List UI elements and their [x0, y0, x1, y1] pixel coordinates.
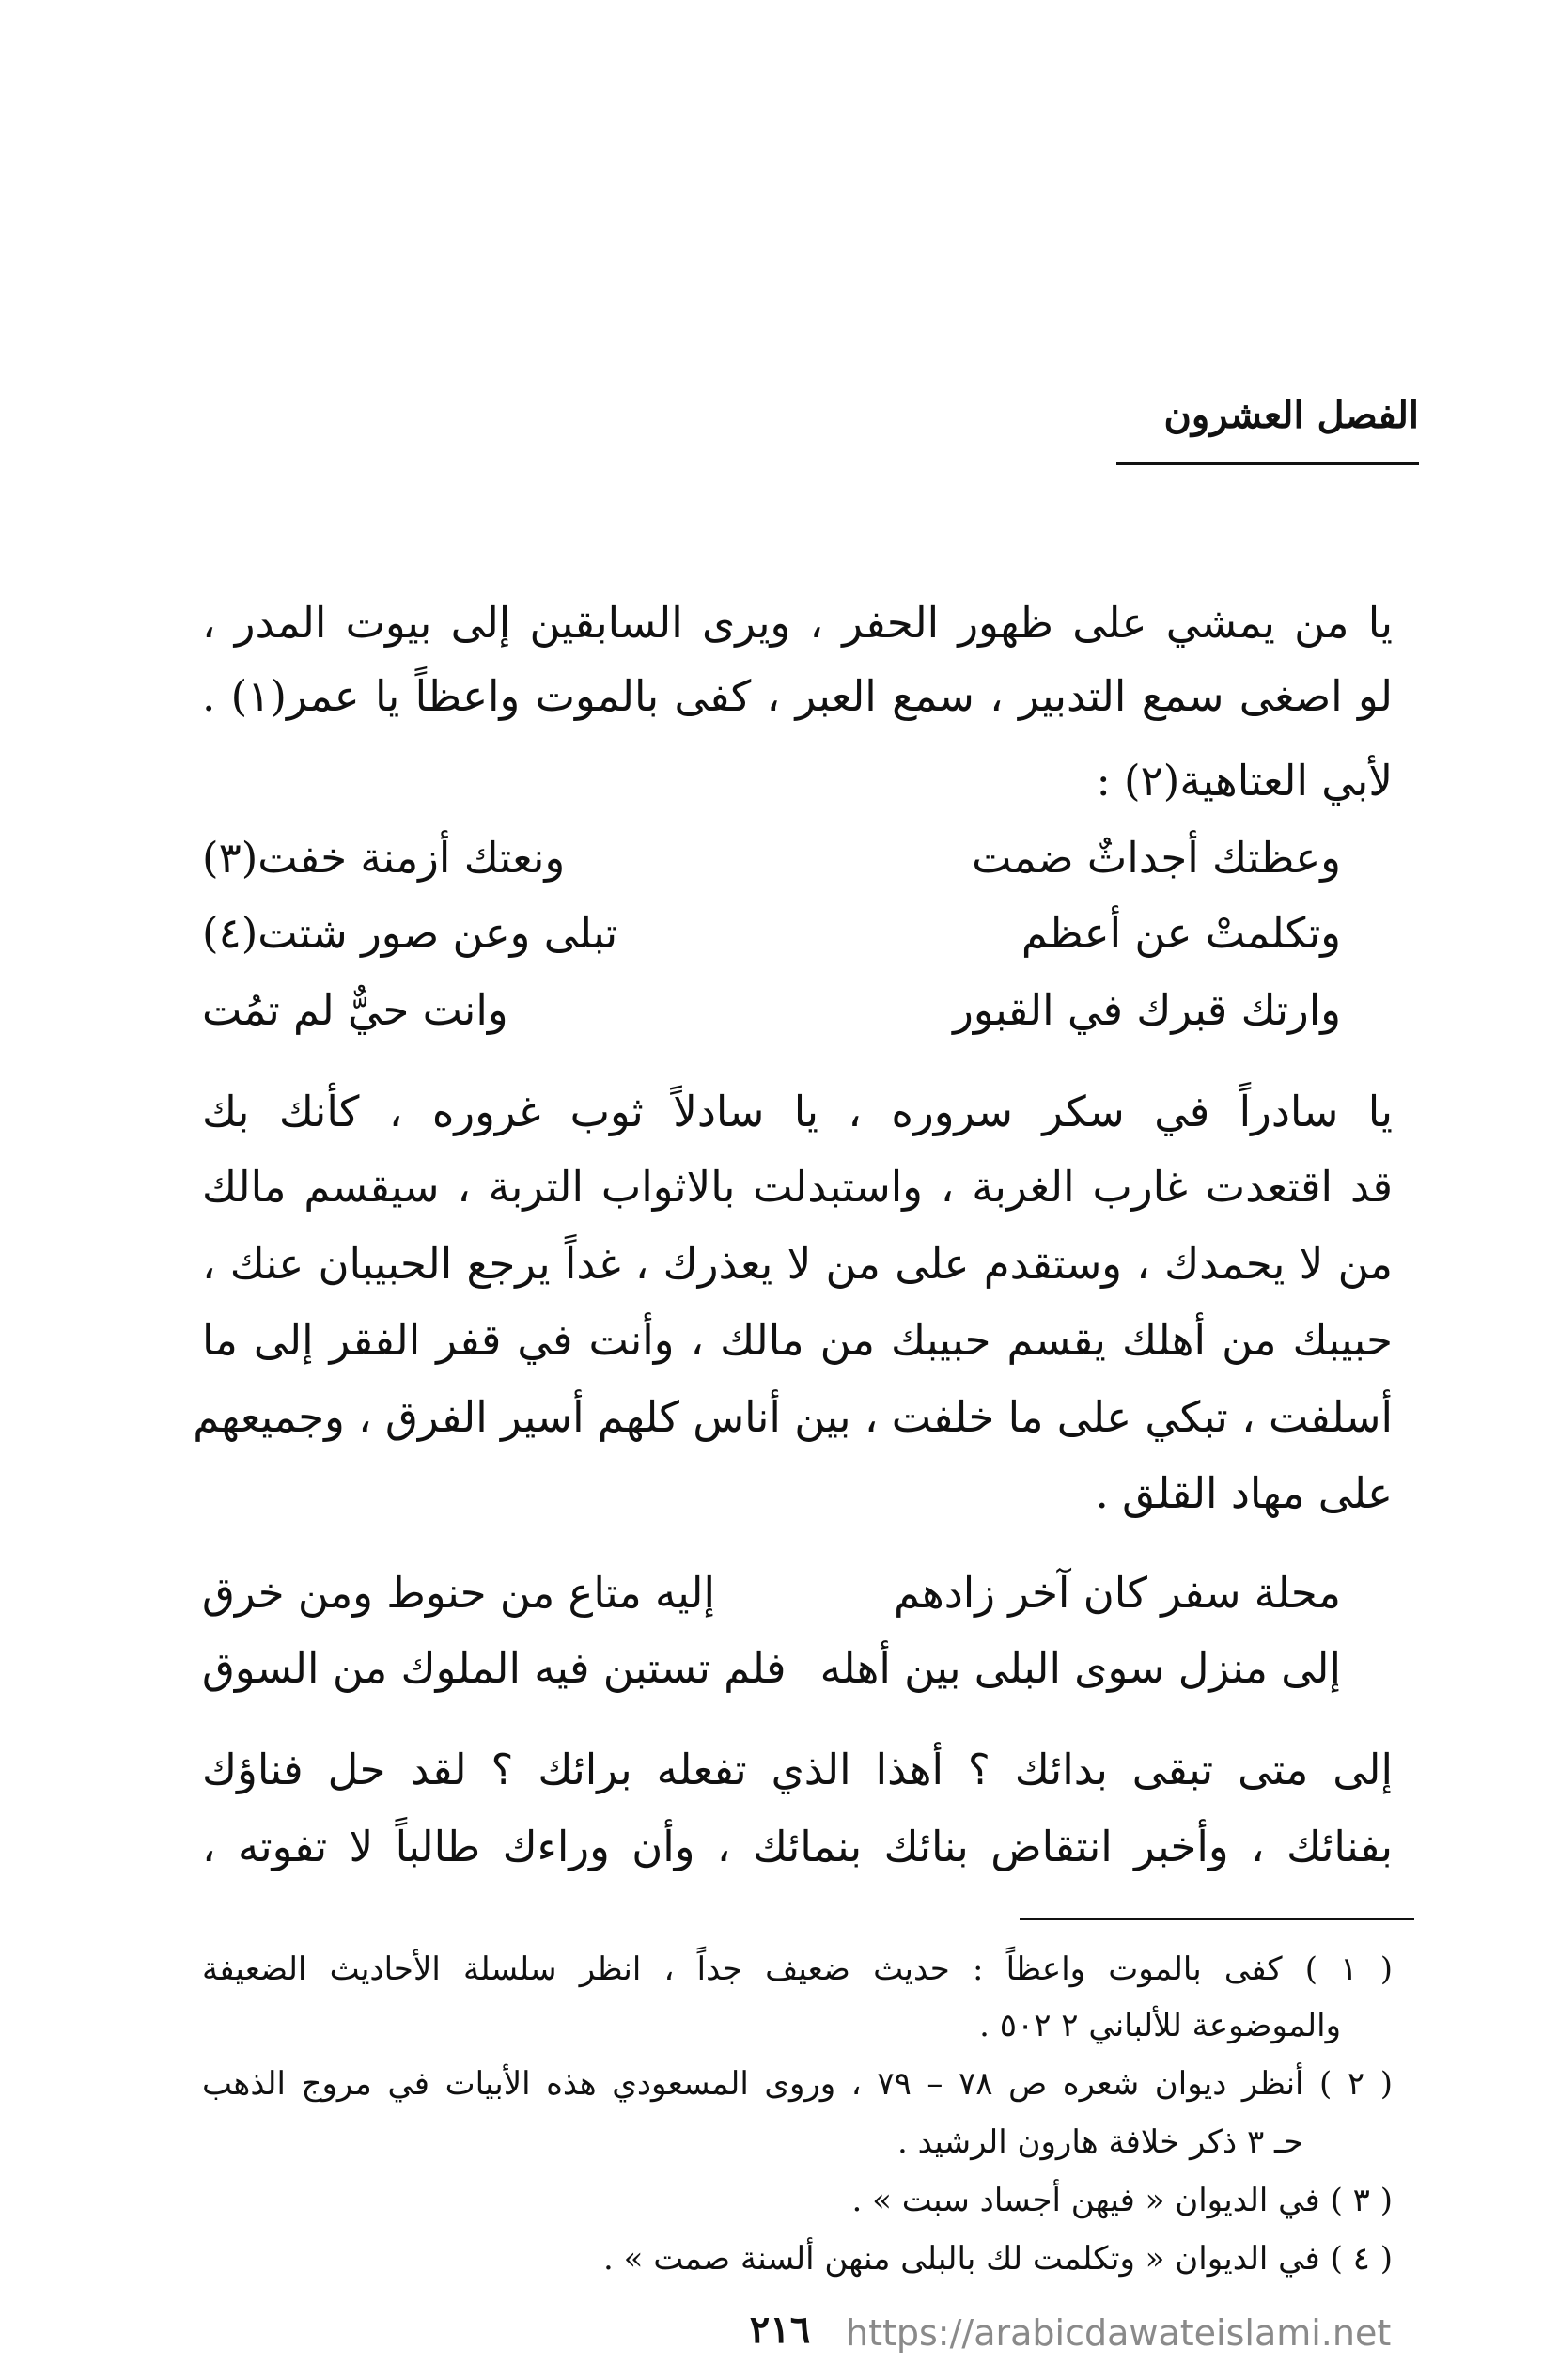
footnote-line: ( ٤ ) في الديوان « وتكلمت لك بالبلى منهن ألسنة صمت » .	[603, 2240, 1393, 2278]
paragraph-3-line: بفنائك ، وأخبر انتقاض بنائك بنمائك ، وأن وراءك طالباً لا تفوته ،	[202, 1822, 1393, 1871]
verse-second-hemistich: فلم تستبن فيه الملوك من السوق	[202, 1643, 787, 1693]
footnote-line: ( ٣ ) في الديوان « فيهن أجساد سبت » .	[851, 2182, 1393, 2219]
paragraph-3-line: إلى متى تبقى بدائك ؟ أهذا الذي تفعله برائك ؟ لقد حل فناؤك	[202, 1745, 1393, 1794]
paragraph-2-line: يا سادراً في سكر سروره ، يا سادلاً ثوب غروره ، كأنك بك	[202, 1087, 1393, 1136]
paragraph-2-line: قد اقتعدت غارب الغربة ، واستبدلت بالاثواب التربة ، سيقسم مالك	[202, 1162, 1393, 1212]
paragraph-2-line: حبيبك من أهلك يقسم حبيبك من مالك ، وأنت في قفر الفقر إلى ما	[202, 1315, 1393, 1365]
watermark-url: https://arabicdawateislami.net	[846, 2312, 1392, 2354]
paragraph-1-line: يا من يمشي على ظهور الحفر ، ويرى السابقين إلى بيوت المدر ،	[202, 598, 1393, 648]
verse-first-hemistich: وعظتك أجداثٌ ضمت	[972, 833, 1341, 883]
paragraph-2-line: أسلفت ، تبكي على ما خلفت ، بين أناس كلهم أسير الفرق ، وجميعهم	[193, 1392, 1393, 1442]
footnote-line: والموضوعة للألباني ٢ ٥٠٢ .	[979, 2007, 1341, 2044]
verse-second-hemistich: إليه متاع من حنوط ومن خرق	[202, 1568, 715, 1618]
verse-first-hemistich: محلة سفر كان آخر زادهم	[894, 1568, 1341, 1618]
verse-first-hemistich: وتكلمتْ عن أعظم	[1021, 908, 1341, 958]
footnote-line: ( ١ ) كفى بالموت واعظاً : حديث ضعيف جداً ، انظر سلسلة الأحاديث الضعيفة	[202, 1950, 1393, 1988]
paragraph-1-line: لو اصغى سمع التدبير ، سمع العبر ، كفى بالموت واعظاً يا عمر(١) .	[202, 671, 1393, 721]
paragraph-2-line: من لا يحمدك ، وستقدم على من لا يعذرك ، غداً يرجع الحبيبان عنك ،	[202, 1239, 1393, 1289]
verse-second-hemistich: ونعتك أزمنة خفت(٣)	[202, 833, 566, 883]
page-number: ٢١٦	[749, 2308, 811, 2352]
poem-attribution: لأبي العتاهية(٢) :	[1096, 756, 1393, 806]
footnote-separator	[1020, 1918, 1414, 1920]
footnote-line: ( ٢ ) أنظر ديوان شعره ص ٧٨ – ٧٩ ، وروى المسعودي هذه الأبيات في مروج الذهب	[202, 2065, 1394, 2103]
verse-second-hemistich: تبلى وعن صور شتت(٤)	[202, 908, 618, 958]
paragraph-2-line: على مهاد القلق .	[1095, 1468, 1393, 1518]
chapter-title: الفصل العشرون	[1163, 393, 1419, 437]
verse-first-hemistich: إلى منزل سوى البلى بين أهله	[819, 1643, 1341, 1693]
verse-second-hemistich: وانت حيٌّ لم تمُت	[202, 985, 508, 1035]
verse-first-hemistich: وارتك قبرك في القبور	[953, 985, 1341, 1035]
footnote-line: حـ ٣ ذكر خلافة هارون الرشيد .	[896, 2123, 1303, 2161]
title-underline	[1116, 462, 1419, 465]
